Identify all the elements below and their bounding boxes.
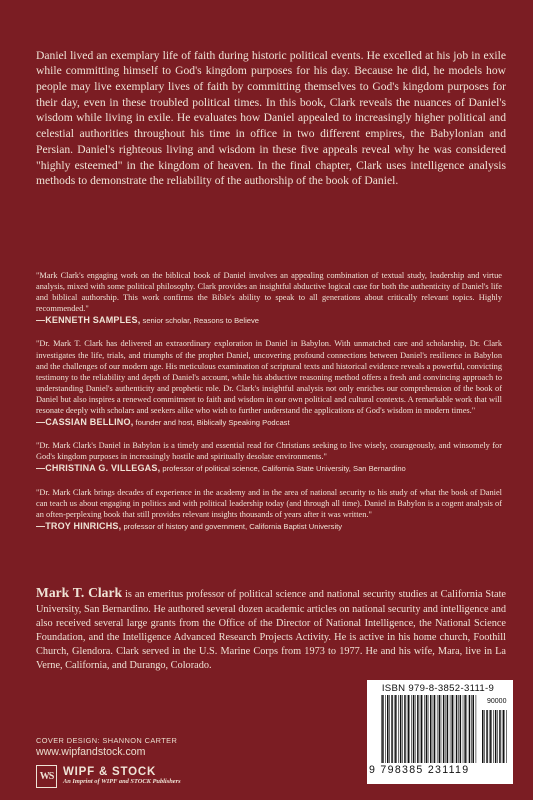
publisher-logo (36, 765, 181, 787)
endorsement (36, 487, 502, 532)
endorsements (36, 270, 502, 544)
endorsement-text: "Dr. Mark Clark brings decades of experience in the academy and in the area of national security to his study of what the book of Daniel can teach us about engaging in politics and with political leadership today (and through all time). Daniel in Babylon is a cogent analysis of an often-perplexing book that still provides relevant insights thousands of years after it was written." (36, 487, 502, 519)
author-bio (36, 586, 506, 673)
endorsement (36, 440, 502, 474)
publisher-website-link[interactable]: www.wipfandstock.com (36, 746, 146, 758)
author-bio-text: is an emeritus professor of political science and national security studies at California State University, San Bernardino. He authored several dozen academic articles on national security and intelligence and also received several large grants from the Office of the Director of National Intelligence, the National Science Foundation, and the Intelligence Advanced Research Projects Activity. He is active in his home church, Foothill Church, Glendora. Clark served in the U.S. Marine Corps from 1973 to 1977. He and his wife, Mara, live in La Verne, California, and Durango, Colorado. (36, 589, 506, 672)
isbn-barcode (367, 680, 513, 784)
credits (36, 736, 177, 758)
endorsement-text: "Mark Clark's engaging work on the biblical book of Daniel involves an appealing combination of textual study, leadership and virtue analysis, mixed with some political philosophy. Clark provides an insightful abductive logical case for both the authenticity of Daniel's life and biblical authorship. This work confirms the Bible's ability to speak to all generations about critically relevant topics. Highly recommended." (36, 271, 502, 314)
author-name: Mark T. Clark (36, 585, 123, 601)
publisher-imprint: An Imprint of WIPF and STOCK Publishers (63, 778, 181, 785)
publisher-name: WIPF & STOCK (63, 766, 157, 778)
endorser-role: senior scholar, Reasons to Believe (142, 316, 260, 326)
book-description: Daniel lived an exemplary life of faith during historic political events. He excelled at his job in exile while committing himself to God's kingdom purposes for his day. Because he did, he models how people may live exemplary lives of faith by committing themselves to God's kingdom purposes for their day, even in these troubled political times. In this book, Clark reveals the nuances of Daniel's wisdom while living in exile. He evaluates how Daniel appealed to increasingly higher political and celestial authorities throughout his time in office in two different empires, the Babylonian and Persian. Daniel's righteous living and wisdom in these five appeals reveal why he was considered "highly esteemed" in the kingdom of heaven. In the final chapter, Clark uses intelligence analysis methods to demonstrate the reliability of the authorship of the book of Daniel. (36, 48, 506, 188)
endorsement-attribution (36, 315, 502, 326)
endorsement (36, 270, 502, 326)
isbn-label: ISBN 979-8-3852-3111-9 (381, 683, 495, 694)
barcode-addon-bars-icon (482, 710, 508, 763)
endorser-name: —KENNETH SAMPLES, (36, 315, 141, 326)
endorsement-attribution (36, 521, 502, 532)
endorser-role: professor of history and government, California Baptist University (123, 521, 343, 531)
endorser-role: founder and host, Biblically Speaking Podcast (135, 418, 290, 428)
endorsement (36, 338, 502, 428)
endorser-name: —CHRISTINA G. VILLEGAS, (36, 463, 161, 474)
endorser-name: —CASSIAN BELLINO, (36, 417, 134, 428)
ws-logo-icon: WS (36, 765, 57, 788)
barcode-bars-icon (381, 695, 477, 763)
cover-design-credit: COVER DESIGN: SHANNON CARTER (36, 736, 178, 745)
endorsement-text: "Dr. Mark Clark's Daniel in Babylon is a timely and essential read for Christians seeking to live wisely, courageously, and winsomely for God's kingdom purposes in increasingly hostile and spiritually desolate environments." (36, 441, 502, 462)
barcode-addon-number: 90000 (487, 698, 507, 705)
endorsement-text: "Dr. Mark T. Clark has delivered an extraordinary exploration in Daniel in Babylon. With unmatched care and scholarship, Dr. Clark investigates the life, trials, and triumphs of the prophet Daniel, uncovering profound connections between Daniel's resilience in Babylon and the challenges of our modern age. His meticulous examination of scriptural texts and historical evidence reveals a powerful, convicting testimony to the reliability and depth of Daniel's account, while his abductive reasoning method offers a fresh and convincing approach to understanding Daniel's authenticity and prophetic role. Dr. Clark's insightful analysis not only enriches our comprehension of the book of Daniel but also inspires a renewed commitment to faith and wisdom in our own political and cultural contexts. A remarkable work that will resonate deeply with scholars and seekers alike who wish to further understand the applications of God's wisdom in modern times." (36, 339, 502, 416)
endorsement-attribution (36, 463, 502, 474)
endorsement-attribution (36, 417, 502, 428)
barcode-number: 9 798385 231119 (369, 764, 470, 776)
endorser-role: professor of political science, California State University, San Bernardino (162, 464, 406, 474)
endorser-name: —TROY HINRICHS, (36, 520, 122, 531)
